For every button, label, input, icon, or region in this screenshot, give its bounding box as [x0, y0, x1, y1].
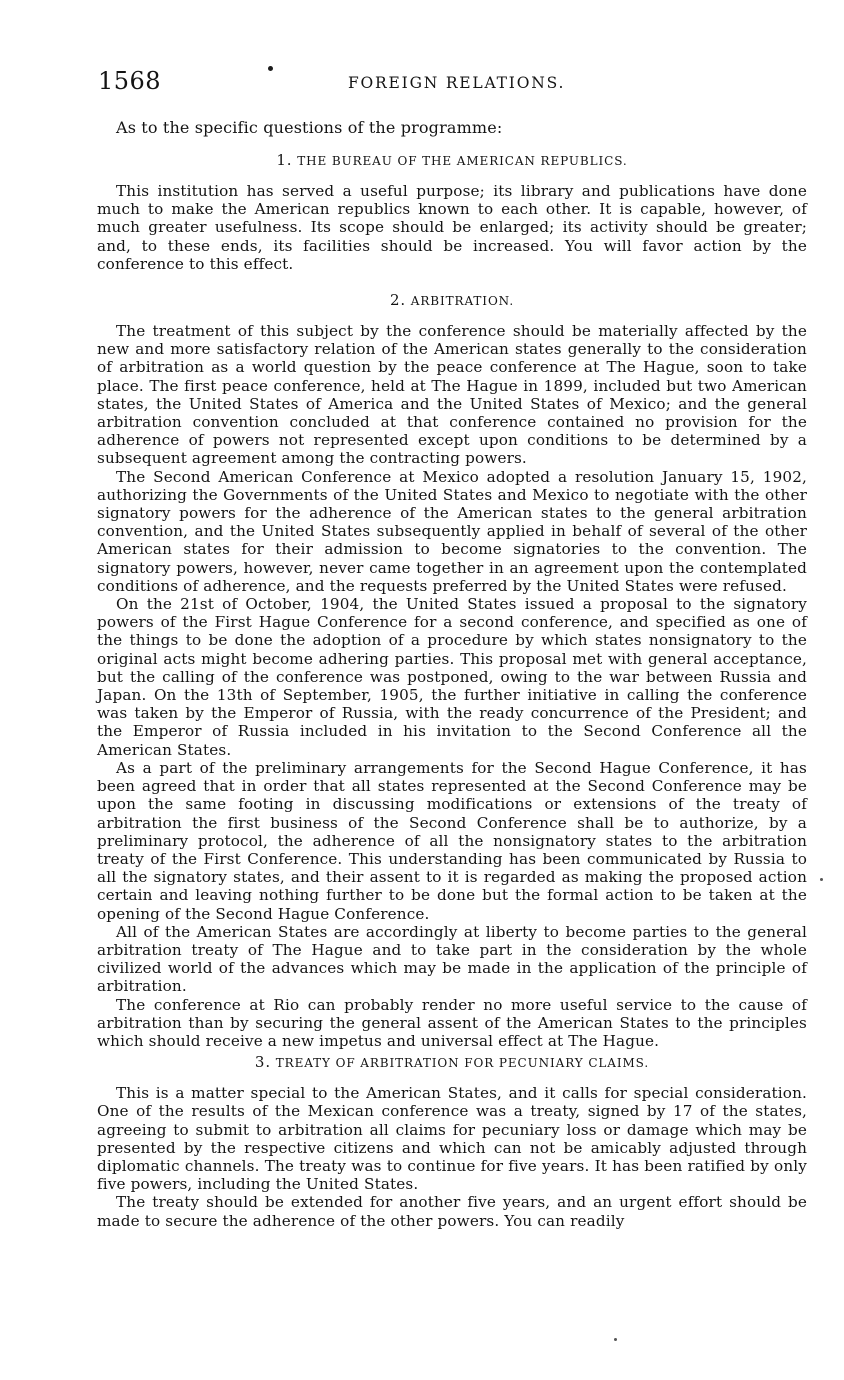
section-title: ARBITRATION. [410, 294, 515, 309]
section-number: 1. [276, 151, 293, 169]
paragraph: All of the American States are accordingly at liberty to become parties to the general arbitration treaty of The Hague and to take part in the consideration by the whole civilized world of the advances which may be made in the application of the principle of arbitration. [97, 922, 807, 996]
section-number: 2. [389, 291, 407, 310]
section-heading-pecuniary-claims [97, 1053, 807, 1072]
running-head [98, 66, 806, 100]
section-title: THE BUREAU OF THE AMERICAN REPUBLICS. [297, 154, 628, 168]
paragraph: This is a matter special to the American States, and it calls for special consideration. One of the results of the Mexican conference was a treaty, signed by 17 of the states, agreeing to submit to arbitration all claims for pecuniary loss or damage which may be presented by the respective citizens and which can not be amicably adjusted through diplomatic channels. The treaty was to continue for five years. It has been ratified by only five powers, including the United States. [97, 1084, 807, 1194]
paragraph: This institution has served a useful purpose; its library and publications have done much to make the American republics known to each other. It is capable, however, of much greater usefulness. Its scope should be enlarged; its activity should be greater; and, to these ends, its facilities should be increased. You will favor action by the conference to this effect. [97, 182, 807, 273]
section-heading-arbitration [97, 291, 807, 310]
intro-paragraph: As to the specific questions of the programme: [116, 118, 503, 137]
stray-ink-mark [820, 878, 823, 881]
paragraph: On the 21st of October, 1904, the United States issued a proposal to the signatory powers of the First Hague Conference for a second conference, and specified as one of the things to be done the adoption of a procedure by which states nonsignatory to the original acts might become adhering parties. This proposal met with general acceptance, but the calling of the conference was postponed, owing to the war between Russia and Japan. On the 13th of September, 1905, the further initiative in calling the conference was taken by the Emperor of Russia, with the ready concurrence of the President; and the Emperor of Russia included in his invitation to the Second Conference all the American States. [97, 595, 807, 759]
section-heading-bureau [97, 151, 807, 170]
paragraph: The treatment of this subject by the conference should be materially affected by the new and more satisfactory relation of the American states generally to the consideration of arbitration as a world question by the peace conference at The Hague, soon to take place. The first peace conference, held at The Hague in 1899, included but two American states, the United States of America and the United States of Mexico; and the general arbitration convention concluded at that conference contained no provision for the adherence of powers not represented except upon conditions to be determined by a subsequent agreement among the contracting powers. [97, 322, 807, 468]
section-title: TREATY OF ARBITRATION FOR PECUNIARY CLAIMS. [275, 1056, 650, 1071]
paragraph: As a part of the preliminary arrangements for the Second Hague Conference, it has been agreed that in order that all states represented at the Second Conference may be upon the same footing in discussing modifications or extensions of the treaty of arbitration the first business of the Second Conference shall be to authorize, by a preliminary protocol, the adherence of all the nonsignatory states to the arbitration treaty of the First Conference. This understanding has been communicated by Russia to all the signatory states, and their assent to it is regarded as making the proposed action certain and leaving nothing further to be done but the formal action to be taken at the opening of the Second Hague Conference. [97, 758, 807, 923]
ink-dot [268, 66, 273, 71]
page-number: 1568 [98, 67, 162, 95]
body-text [97, 118, 807, 1230]
running-title: FOREIGN RELATIONS. [348, 74, 566, 92]
section-number: 3. [254, 1053, 272, 1072]
paragraph: The treaty should be extended for another five years, and an urgent effort should be made to secure the adherence of the other powers. You can readily [97, 1193, 807, 1230]
paragraph: The conference at Rio can probably render no more useful service to the cause of arbitration than by securing the general assent of the American States to the principles which should receive a new impetus and universal effect at The Hague. [97, 995, 807, 1050]
stray-ink-mark [614, 1338, 617, 1341]
paragraph: The Second American Conference at Mexico adopted a resolution January 15, 1902, authorizing the Governments of the United States and Mexico to negotiate with the other signatory powers for the adherence of the American states to the general arbitration convention, and the United States subsequently applied in behalf of several of the other American states for their admission to become signatories to the convention. The signatory powers, however, never came together in an agreement upon the contemplated conditions of adherence, and the requests preferred by the United States were refused. [97, 467, 807, 595]
